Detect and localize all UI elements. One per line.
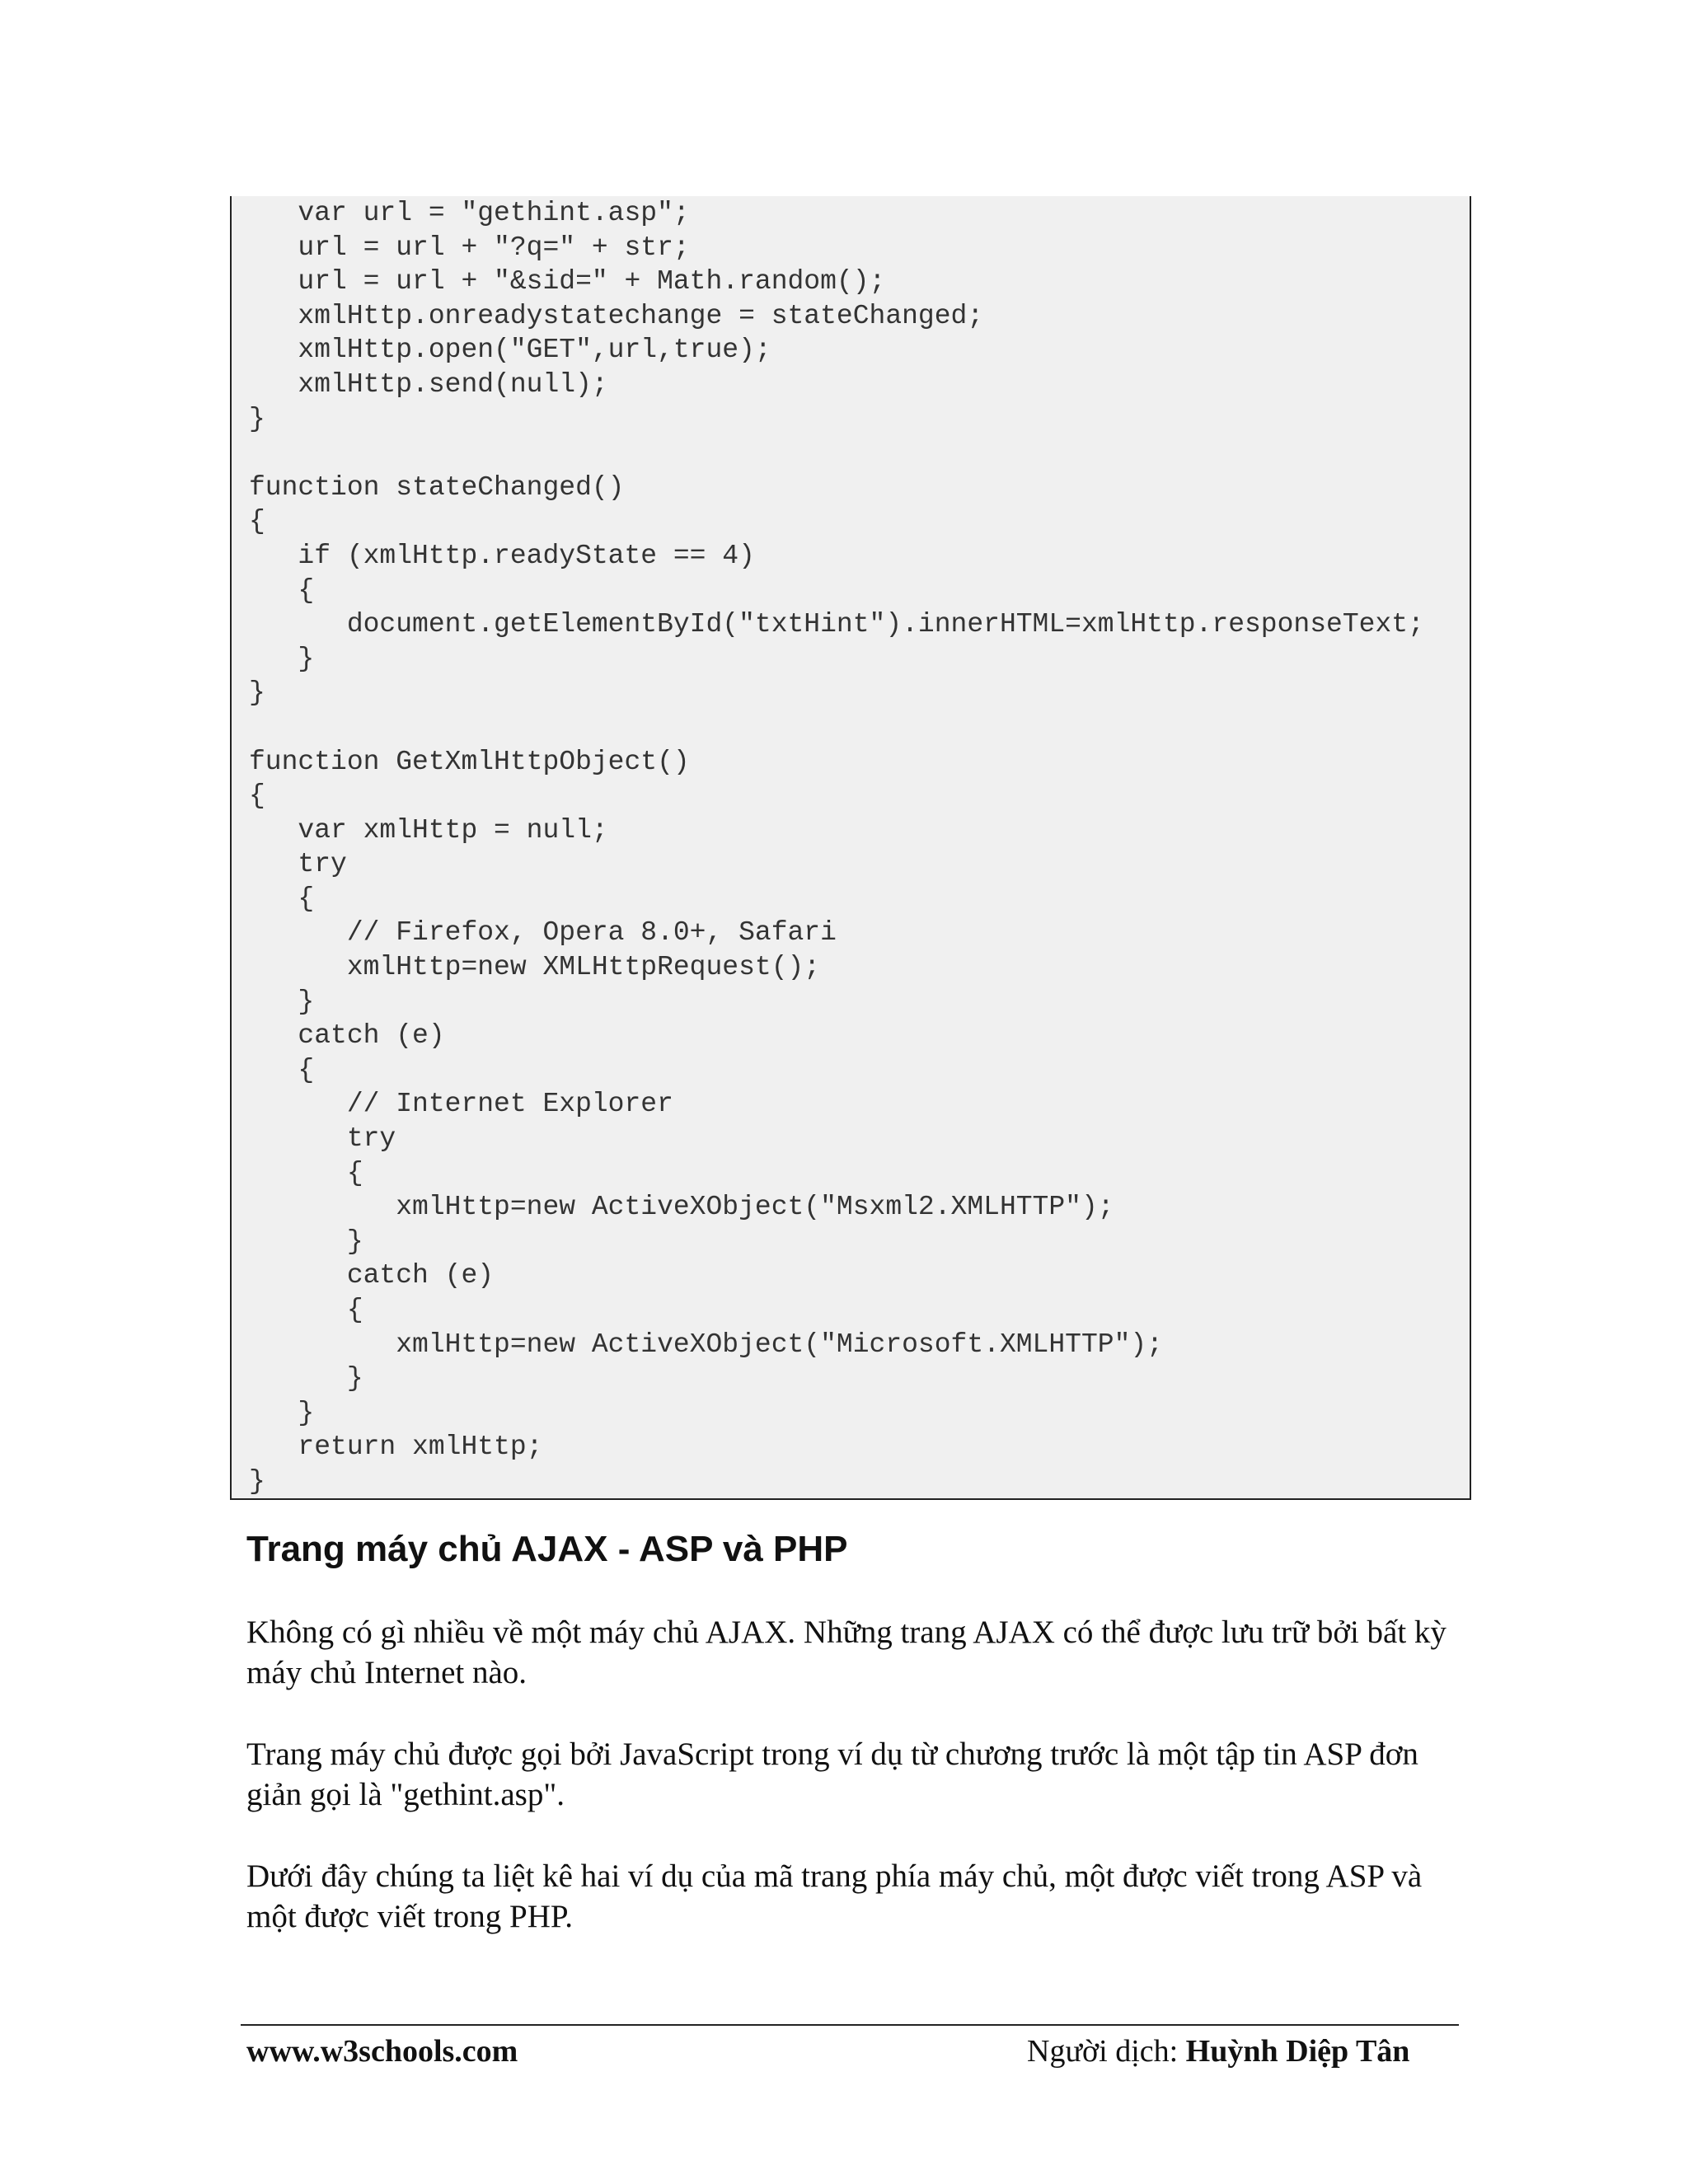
code-line: } [249, 643, 315, 674]
code-line: url = url + "?q=" + str; [249, 232, 690, 263]
paragraph-2: Trang máy chủ được gọi bởi JavaScript trong ví dụ từ chương trước là một tập tin ASP đơn giản gọi là "gethint.asp". [246, 1736, 1418, 1812]
code-line: document.getElementById("txtHint").innerHTML=xmlHttp.responseText; [249, 609, 1424, 640]
code-block [230, 196, 1471, 1500]
footer-divider [241, 2024, 1459, 2026]
code-line: xmlHttp=new ActiveXObject("Msxml2.XMLHTTP"); [249, 1192, 1114, 1223]
code-line [249, 436, 1424, 471]
code-line: { [249, 1054, 315, 1085]
translator-name: Huỳnh Diệp Tân [1185, 2034, 1410, 2069]
code-line: { [249, 883, 315, 914]
code-line: try [249, 849, 347, 880]
code-line: // Internet Explorer [249, 1089, 673, 1120]
section-heading: Trang máy chủ AJAX - ASP và PHP [246, 1529, 848, 1569]
code-line: // Firefox, Opera 8.0+, Safari [249, 917, 837, 949]
code-line: xmlHttp.onreadystatechange = stateChanged; [249, 300, 984, 331]
code-line: var xmlHttp = null; [249, 814, 608, 846]
code-line: try [249, 1123, 396, 1155]
translator-label: Người dịch: [1027, 2034, 1186, 2069]
code-line: xmlHttp.send(null); [249, 368, 608, 400]
footer-website: www.w3schools.com [246, 2034, 518, 2069]
code-line: xmlHttp=new XMLHttpRequest(); [249, 952, 821, 983]
code-line: function stateChanged() [249, 471, 625, 503]
code-line: } [249, 1465, 265, 1497]
code-line: } [249, 986, 315, 1017]
code-line: catch (e) [249, 1260, 495, 1291]
paragraph-1: Không có gì nhiều về một máy chủ AJAX. Những trang AJAX có thể được lưu trữ bởi bất kỳ máy chủ Internet nào. [246, 1615, 1447, 1690]
code-line: { [249, 1295, 363, 1325]
code-line: } [249, 1226, 363, 1257]
code-line: xmlHttp=new ActiveXObject("Microsoft.XMLHTTP"); [249, 1329, 1163, 1360]
code-line [249, 710, 1424, 745]
code-line: return xmlHttp; [249, 1432, 543, 1463]
code-line: { [249, 574, 315, 606]
code-line: if (xmlHttp.readyState == 4) [249, 540, 755, 571]
code-line: url = url + "&sid=" + Math.random(); [249, 266, 886, 298]
code-line: xmlHttp.open("GET",url,true); [249, 335, 771, 366]
code-line: } [249, 677, 265, 709]
code-line: { [249, 780, 265, 812]
code-line: } [249, 1397, 315, 1428]
code-line: } [249, 403, 265, 434]
paragraph-3: Dưới đây chúng ta liệt kê hai ví dụ của mã trang phía máy chủ, một được viết trong ASP và một được viết trong PHP. [246, 1858, 1423, 1934]
code-line: var url = "gethint.asp"; [249, 198, 690, 228]
code-line: function GetXmlHttpObject() [249, 746, 690, 777]
code-line: { [249, 1157, 363, 1188]
code-listing [249, 196, 1424, 1499]
code-line: } [249, 1363, 363, 1394]
footer-translator [1027, 2033, 1409, 2069]
code-line: catch (e) [249, 1020, 445, 1052]
code-line: { [249, 506, 265, 537]
